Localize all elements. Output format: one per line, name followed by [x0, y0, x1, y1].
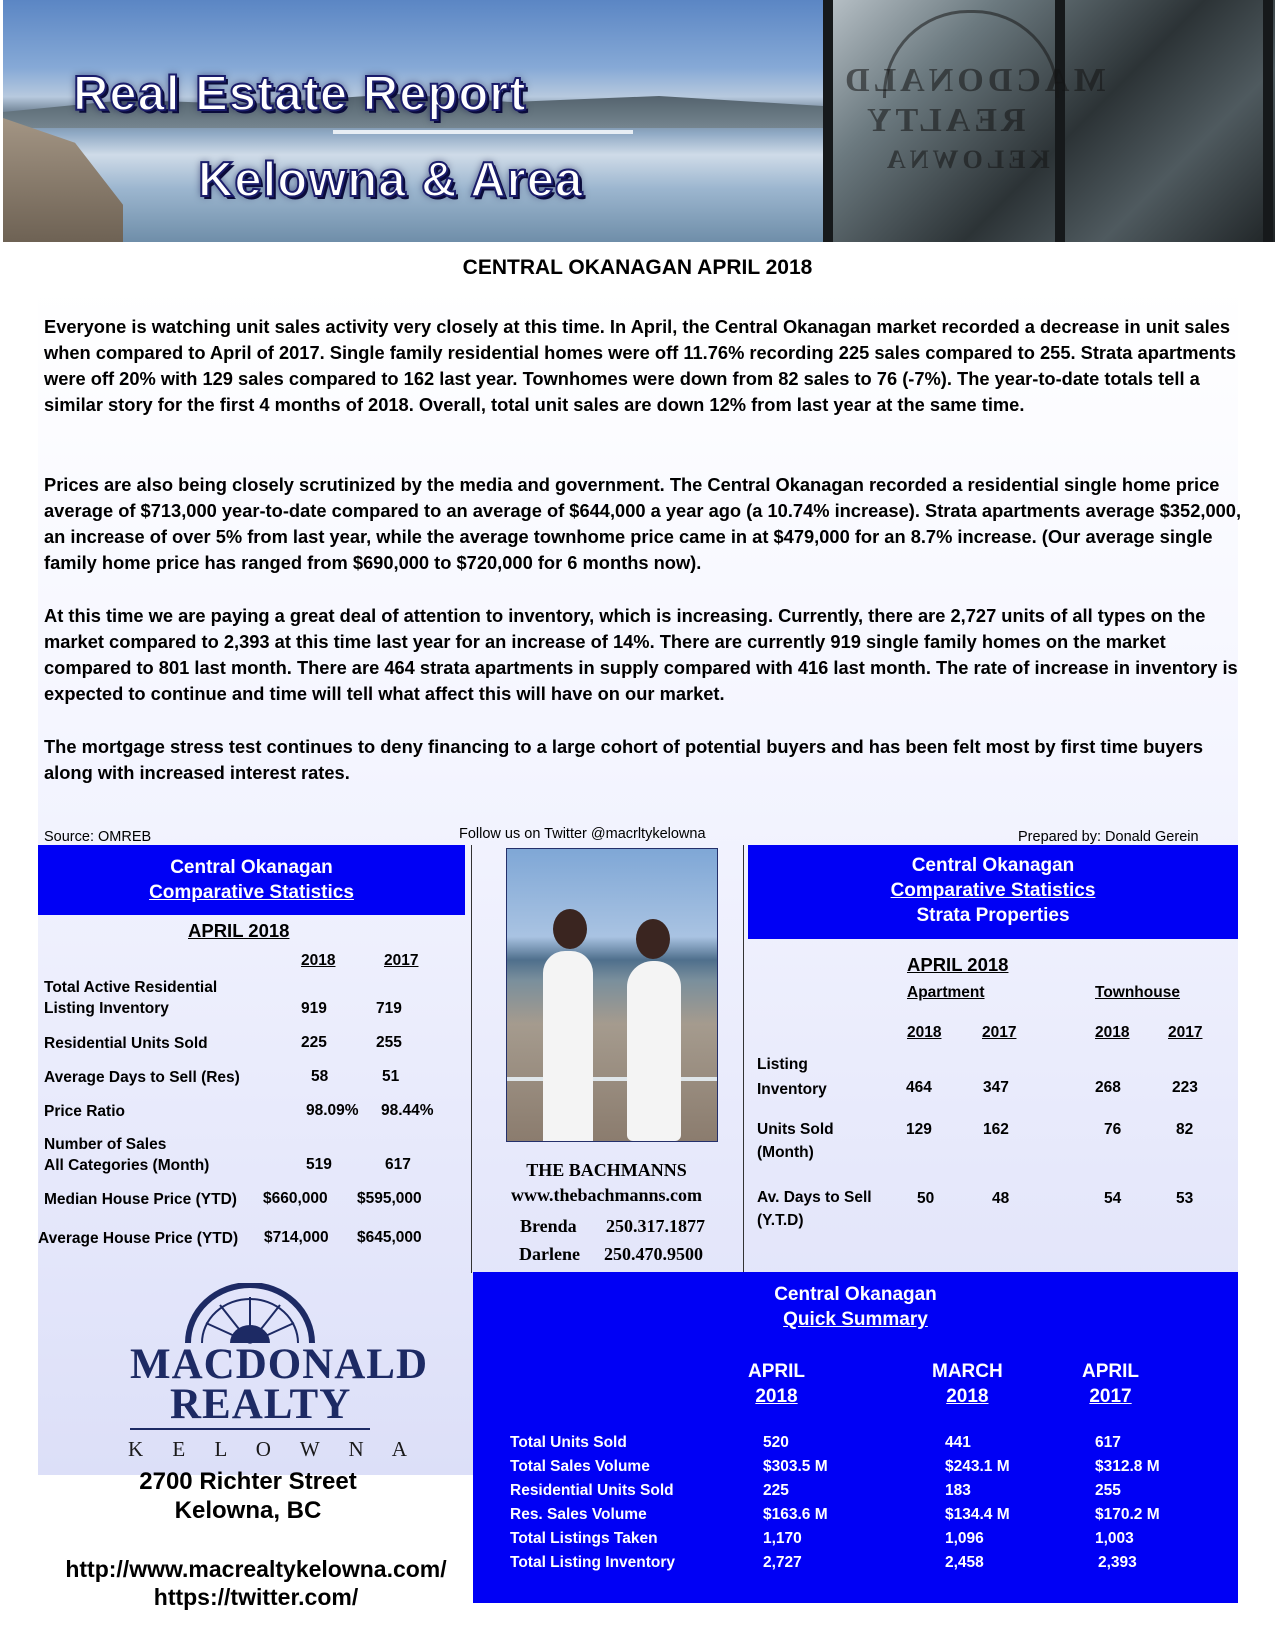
left-stats-value: $660,000	[263, 1190, 328, 1207]
agents-name: THE BACHMANNS	[526, 1160, 687, 1180]
agents-photo	[506, 848, 718, 1142]
strata-value: 53	[1176, 1190, 1194, 1207]
qs-row-label: Residential Units Sold	[510, 1482, 674, 1499]
logo-divider	[130, 1428, 370, 1430]
twitter-link[interactable]: https://twitter.com/	[153, 1584, 359, 1610]
agent1-name: Brenda	[520, 1216, 577, 1236]
qs-value: 520	[763, 1434, 789, 1451]
qs-col-header	[1082, 1359, 1139, 1409]
qs-col-year: 2018	[755, 1386, 798, 1407]
qs-value: 225	[763, 1482, 789, 1499]
qs-value: $312.8 M	[1095, 1458, 1160, 1475]
strata-value: 223	[1172, 1079, 1198, 1096]
paragraph-stress-test: The mortgage stress test continues to deny financing to a large cohort of potential buyers and has been felt most by first time buyers along with increased interest rates.	[44, 736, 1204, 783]
qs-col-month: APRIL	[1082, 1361, 1139, 1382]
row-label-line1: Number of Sales	[44, 1136, 167, 1153]
website-link[interactable]: http://www.macrealtykelowna.com/	[65, 1556, 447, 1582]
left-stats-value: 255	[376, 1034, 402, 1051]
address-city: Kelowna, BC	[174, 1497, 322, 1524]
left-stats-value: $645,000	[357, 1229, 422, 1246]
strata-header-line1: Central Okanagan	[911, 855, 1075, 876]
strata-year-col: 2018	[907, 1024, 942, 1041]
strata-year-col: 2017	[982, 1024, 1017, 1041]
strata-value: 464	[906, 1079, 932, 1096]
qs-row-label: Res. Sales Volume	[510, 1506, 647, 1523]
left-stats-col-2017: 2017	[384, 952, 419, 969]
left-stats-row-label: Average Days to Sell (Res)	[44, 1069, 240, 1086]
row-label-line2: All Categories (Month)	[44, 1157, 210, 1174]
qs-row-label: Total Listing Inventory	[510, 1554, 676, 1571]
strata-stats-header	[748, 845, 1238, 939]
row-label-line2: Inventory	[757, 1081, 827, 1098]
left-stats-header-line2: Comparative Statistics	[149, 882, 354, 903]
left-stats-value: 617	[385, 1156, 411, 1173]
strata-value: 54	[1104, 1190, 1122, 1207]
left-stats-value: 98.44%	[381, 1102, 434, 1119]
strata-row-label	[757, 1186, 872, 1232]
left-stats-value: 225	[301, 1034, 327, 1051]
left-stats-value: 51	[382, 1068, 400, 1085]
strata-row-label	[757, 1118, 834, 1164]
left-stats-period: APRIL 2018	[188, 920, 290, 941]
row-label-line1: Total Active Residential	[44, 979, 218, 996]
row-label-line2: (Y.T.D)	[757, 1212, 804, 1229]
qs-value: $163.6 M	[763, 1506, 828, 1523]
left-stats-value: $714,000	[264, 1229, 329, 1246]
strata-value: 129	[906, 1121, 932, 1138]
qs-value: 1,096	[945, 1530, 984, 1547]
left-stats-row-label: Average House Price (YTD)	[38, 1230, 239, 1247]
qs-value: 617	[1095, 1434, 1121, 1451]
strata-value: 76	[1104, 1121, 1122, 1138]
qs-value: $303.5 M	[763, 1458, 828, 1475]
left-stats-row-label	[44, 977, 217, 1019]
strata-year-col: 2017	[1168, 1024, 1203, 1041]
address-street: 2700 Richter Street	[139, 1468, 357, 1495]
prepared-by-note: Prepared by: Donald Gerein	[1018, 829, 1199, 845]
banner-title-line2: Kelowna & Area	[198, 153, 584, 207]
qs-value: 441	[945, 1434, 971, 1451]
agent1-phone[interactable]: 250.317.1877	[606, 1216, 705, 1236]
quick-summary-title-line1: Central Okanagan	[774, 1284, 937, 1305]
qs-value: 1,170	[763, 1530, 802, 1547]
agent2-phone[interactable]: 250.470.9500	[604, 1244, 703, 1264]
qs-value: $243.1 M	[945, 1458, 1010, 1475]
qs-value: 2,393	[1098, 1554, 1137, 1571]
left-stats-row-label: Residential Units Sold	[44, 1035, 208, 1052]
row-label-line2: Listing Inventory	[44, 1000, 169, 1017]
logo-macdonald: MACDONALD	[130, 1341, 429, 1388]
logo-kelowna: K E L O W N A	[128, 1437, 419, 1461]
header-banner	[3, 0, 1275, 242]
strata-group-apartment: Apartment	[907, 984, 985, 1001]
report-title: CENTRAL OKANAGAN APRIL 2018	[462, 256, 813, 279]
left-stats-col-2018: 2018	[301, 952, 336, 969]
strata-period: APRIL 2018	[907, 954, 1009, 975]
left-stats-value: 98.09%	[306, 1102, 359, 1119]
left-stats-value: $595,000	[357, 1190, 422, 1207]
left-stats-row-label: Price Ratio	[44, 1103, 125, 1120]
agents-website[interactable]: www.thebachmanns.com	[510, 1185, 702, 1205]
quick-summary-title	[473, 1282, 1238, 1332]
strata-value: 347	[983, 1079, 1009, 1096]
logo-realty: REALTY	[170, 1381, 352, 1428]
qs-col-year: 2018	[946, 1386, 989, 1407]
left-stats-value: 919	[301, 1000, 327, 1017]
strata-value: 162	[983, 1121, 1009, 1138]
storefront-lettering-1: MACDONALD	[841, 62, 1106, 99]
paragraph-prices: Prices are also being closely scrutinized by the media and government. The Central Okanagan recorded a residential single home price average of $713,000 year-to-date compared to an average of $644,000 a year ago (a 10.74% increase). Strata apartments average $352,000, an increase of over 5% from last year, while the average townhome price came in at $479,000 for an 8.7% increase. (Our average single family home price has ranged from $690,000 to $720,000 for 6 months now).	[44, 474, 1242, 573]
strata-header-line3: Strata Properties	[916, 905, 1070, 926]
quick-summary-title-line2: Quick Summary	[783, 1309, 928, 1330]
qs-value: 255	[1095, 1482, 1121, 1499]
strata-year-col: 2018	[1095, 1024, 1130, 1041]
qs-value: 183	[945, 1482, 971, 1499]
paragraph-unit-sales: Everyone is watching unit sales activity very closely at this time. In April, the Central Okanagan market recorded a decrease in unit sales when compared to April of 2017. Single family residential homes were off 11.76% recording 225 sales compared to 255. Strata apartments were off 20% with 129 sales compared to 162 last year. Townhomes were down from 82 sales to 76 (-7%). The year-to-date totals tell a similar story for the first 4 months of 2018. Overall, total unit sales are down 12% from last year at the same time.	[44, 316, 1237, 415]
strata-row-label	[757, 1052, 827, 1102]
qs-col-month: APRIL	[748, 1361, 805, 1382]
strata-group-townhouse: Townhouse	[1095, 984, 1180, 1001]
paragraph-inventory: At this time we are paying a great deal of attention to inventory, which is increasing. Currently, there are 2,727 units of all types on the market compared to 2,393 at this time last year for an increase of 14%. There are currently 919 single family homes on the market compared to 801 last month. There are 464 strata apartments in supply compared with 416 last month. The rate of increase in inventory is expected to continue and time will tell what affect this will have on our market.	[44, 605, 1238, 704]
strata-header-line2: Comparative Statistics	[890, 880, 1096, 901]
strata-value: 48	[992, 1190, 1010, 1207]
quick-summary-box	[473, 1272, 1238, 1603]
strata-value: 82	[1176, 1121, 1194, 1138]
left-stats-header-line1: Central Okanagan	[170, 857, 333, 878]
qs-col-header	[932, 1359, 1003, 1409]
row-label-line1: Units Sold	[757, 1121, 834, 1138]
qs-value: $134.4 M	[945, 1506, 1010, 1523]
left-stats-row-label: Median House Price (YTD)	[44, 1191, 237, 1208]
strata-value: 268	[1095, 1079, 1121, 1096]
twitter-note: Follow us on Twitter @macrltykelowna	[459, 826, 706, 842]
qs-row-label: Total Units Sold	[510, 1434, 627, 1451]
qs-col-year: 2017	[1089, 1386, 1132, 1407]
left-stats-value: 519	[306, 1156, 332, 1173]
qs-value: 2,458	[945, 1554, 984, 1571]
row-label-line1: Av. Days to Sell	[757, 1189, 872, 1206]
row-label-line2: (Month)	[757, 1144, 814, 1161]
qs-col-header	[748, 1359, 805, 1409]
agent2-name: Darlene	[519, 1244, 580, 1264]
left-stats-header	[38, 845, 465, 915]
qs-value: 1,003	[1095, 1530, 1134, 1547]
left-stats-value: 719	[376, 1000, 402, 1017]
qs-row-label: Total Listings Taken	[510, 1530, 658, 1547]
qs-row-label: Total Sales Volume	[510, 1458, 650, 1475]
banner-title-line1: Real Estate Report	[73, 67, 527, 121]
source-note: Source: OMREB	[44, 829, 152, 845]
storefront-lettering-3: KELOWNA	[883, 145, 1050, 174]
storefront-lettering-2: REALTY	[863, 102, 1026, 139]
left-stats-row-label	[44, 1134, 209, 1176]
qs-value: 2,727	[763, 1554, 802, 1571]
strata-value: 50	[917, 1190, 935, 1207]
macdonald-arch-logo-icon	[180, 1283, 320, 1345]
qs-col-month: MARCH	[932, 1361, 1003, 1382]
row-label-line1: Listing	[757, 1056, 808, 1073]
left-stats-value: 58	[311, 1068, 329, 1085]
qs-value: $170.2 M	[1095, 1506, 1160, 1523]
storefront-photo	[823, 0, 1275, 242]
